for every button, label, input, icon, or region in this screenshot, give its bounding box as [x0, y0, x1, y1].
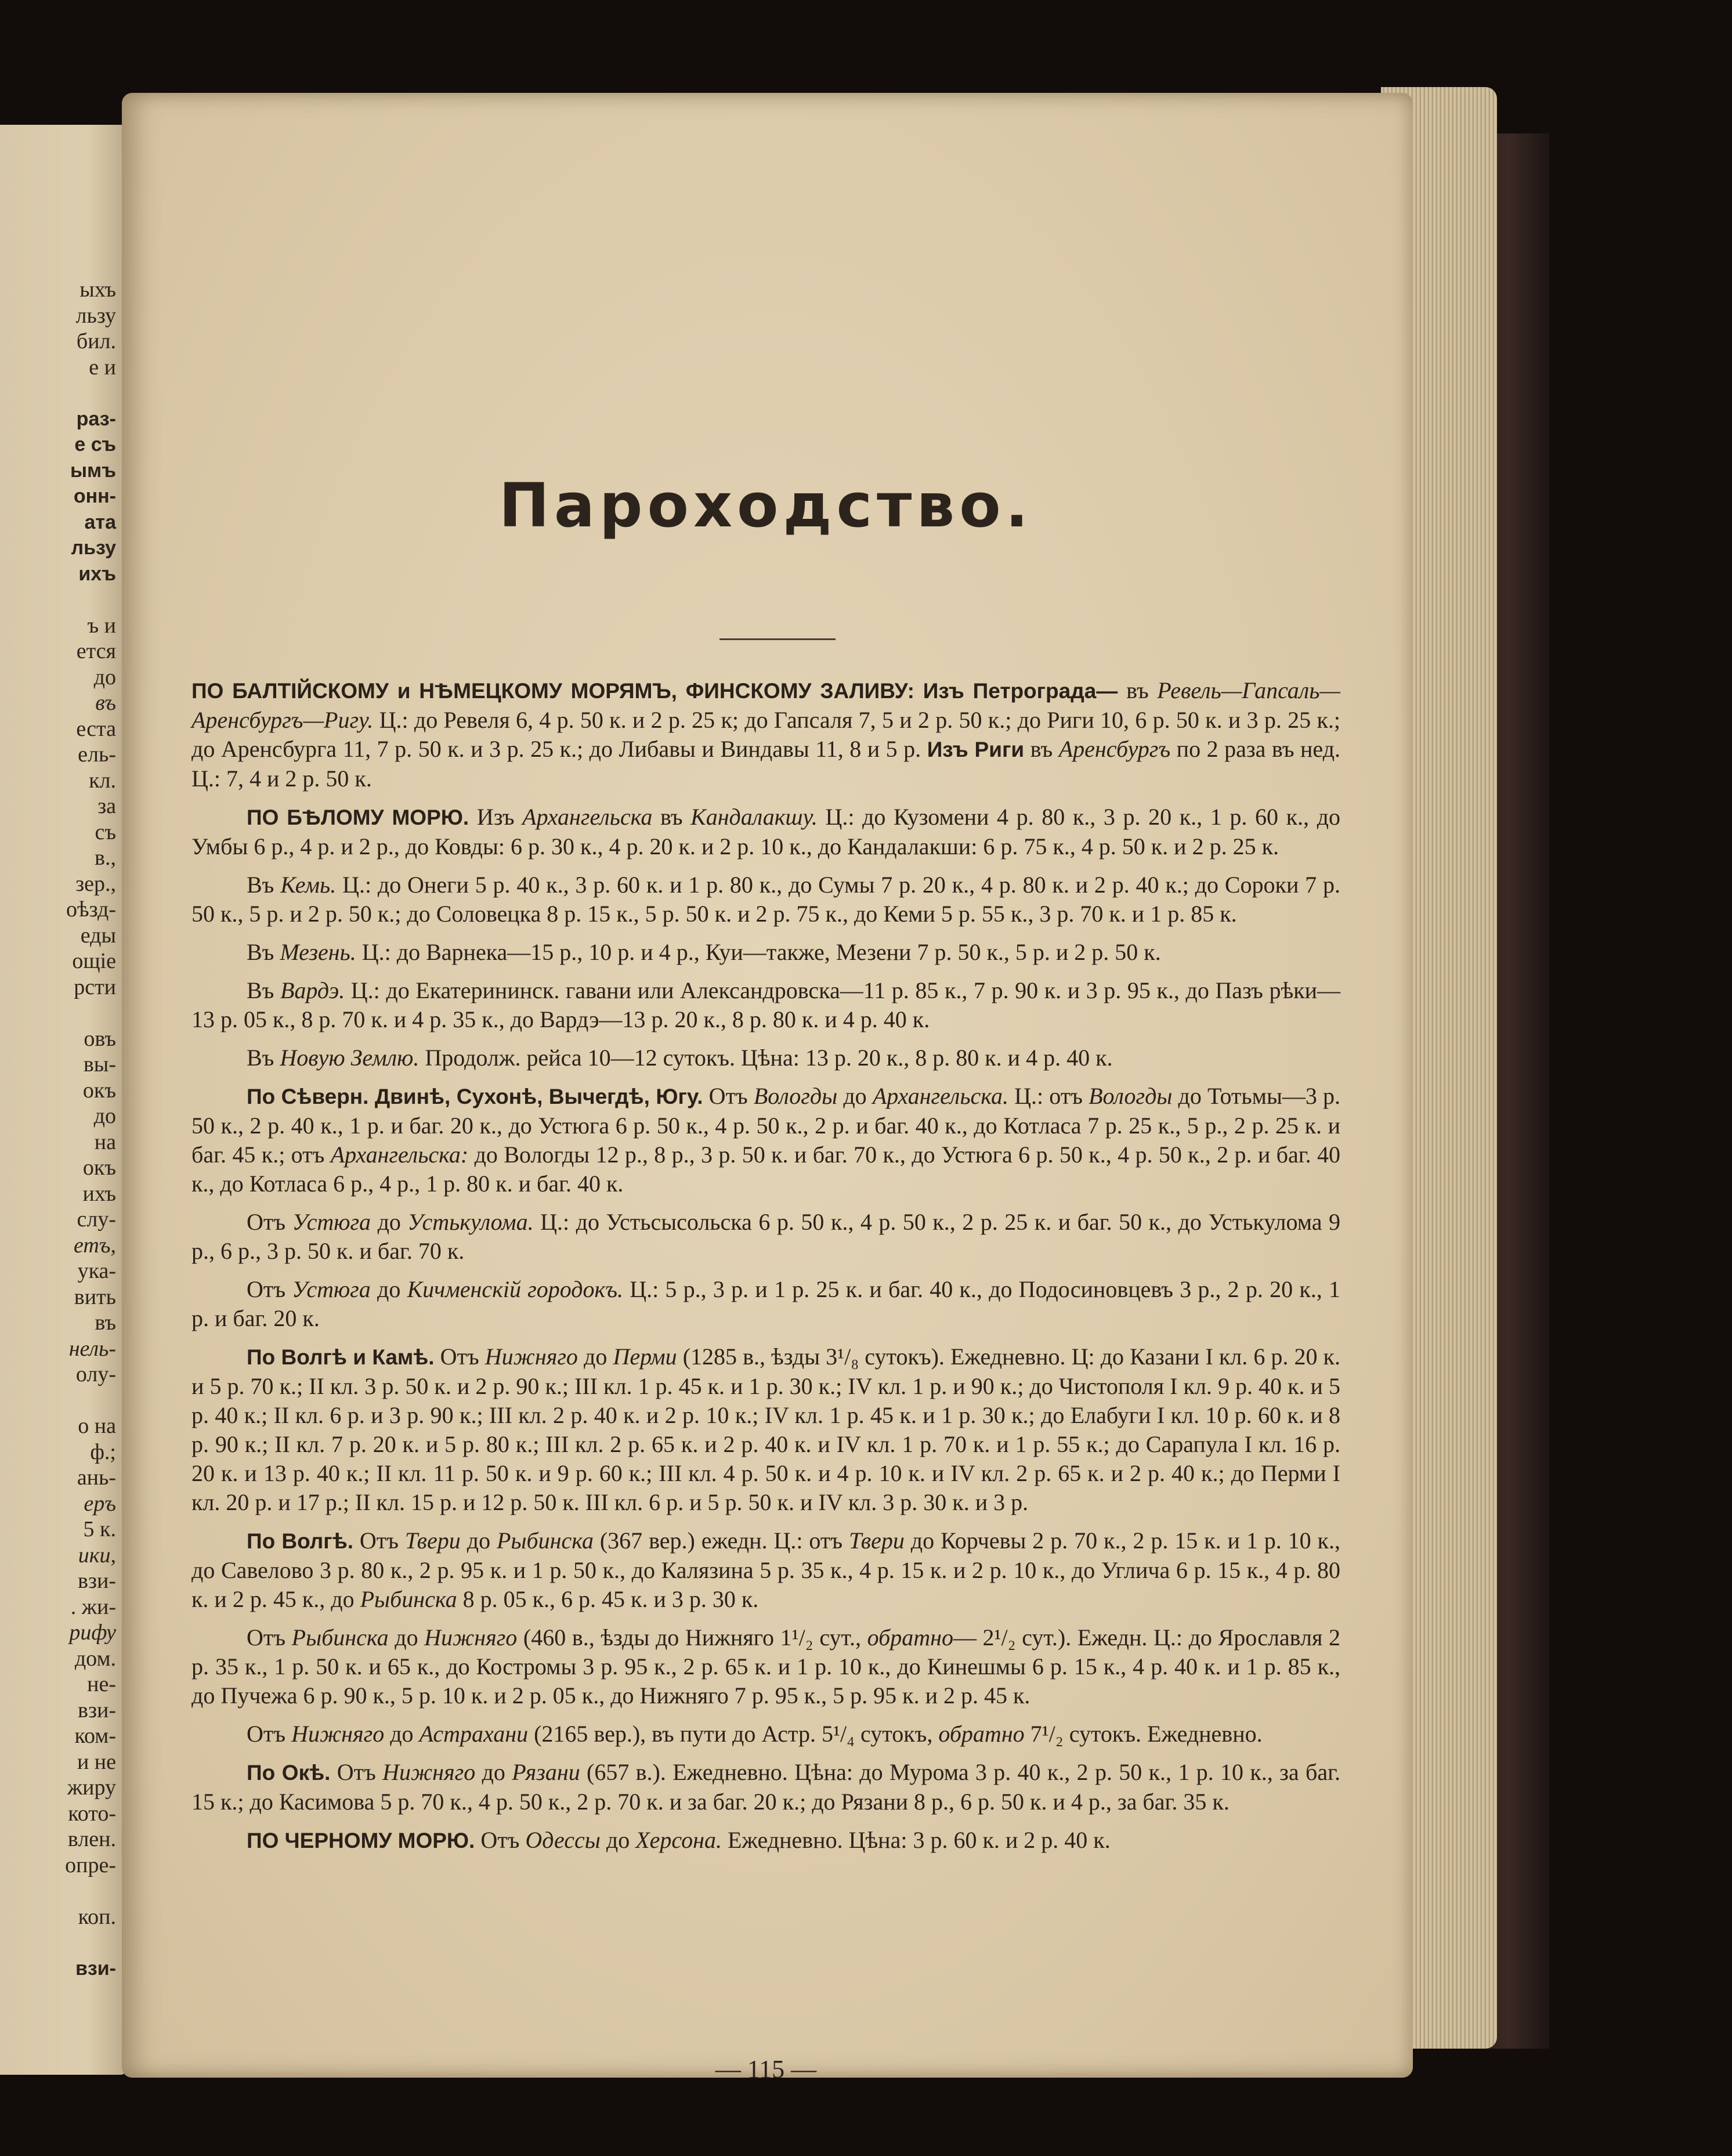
- section-heading-run: ПО ЧЕРНОМУ МОРЮ.: [247, 1829, 475, 1852]
- text-run: Изъ: [469, 804, 523, 830]
- place-name-run: Херсона.: [635, 1827, 722, 1853]
- paragraph: [191, 676, 1340, 793]
- text-run: до Вологды 12 р., 8 р., 3 р. 50 к. и баг. 70 к., до Устюга 6 р. 50 к., 4 р. 50 к., 2 р. и баг. 40 к., до Котласа 6 р., 4 р., 1 р. 80 к. и баг. 40 к.: [191, 1142, 1340, 1197]
- article-body: [191, 676, 1340, 1865]
- left-page-fragment: льзу: [75, 303, 116, 328]
- paragraph: [191, 1043, 1340, 1072]
- place-name-run: Архангельска: [522, 804, 653, 830]
- text-run: (2165 вер.), въ пути до Астр. 5¹/₄ сутокъ,: [528, 1721, 939, 1747]
- left-page-fragment: ф.;: [90, 1439, 116, 1464]
- left-page-fragment: рсти: [74, 974, 116, 999]
- text-run: Ц.: до Кузомени 4 р. 80 к., 3 р. 20 к., 1 р. 60 к., до Умбы 6 р., 4 р. и 2 р., до Ковды: 6 р. 30 к., 4 р. 20 к. и 2 р. 10 к., до Кандалакши: 6 р. 75 к., 4 р. 50 к. и 2 р. 25 к.: [191, 804, 1341, 859]
- section-heading-run: По Волгѣ.: [247, 1529, 353, 1553]
- text-run: до: [577, 1344, 613, 1370]
- page-title: Пароходство.: [498, 470, 1033, 541]
- paragraph: [191, 1342, 1340, 1517]
- place-name-run: Кандалакшу.: [690, 804, 818, 830]
- paragraph: [191, 1623, 1340, 1710]
- left-page-fragment: окъ: [82, 1155, 116, 1180]
- section-heading-run: ПО БАЛТІЙСКОМУ и НѢМЕЦКОМУ МОРЯМЪ, ФИНСКОМУ ЗАЛИВУ: Изъ Петрограда—: [191, 679, 1127, 703]
- text-run: Ц.: до Онеги 5 р. 40 к., 3 р. 60 к. и 1 р. 80 к., до Сумы 7 р. 20 к., 4 р. 80 к. и 2 р. 40 к.; до Сороки 7 р. 50 к., 5 р. и 2 р. 50 к.; до Соловецка 8 р. 15 к., 5 р. 50 к. и 2 р. 75 к., до Кеми 5 р. 55 к., 3 р. 70 к. и 1 р. 85 к.: [191, 872, 1340, 927]
- left-page-fragment: ком-: [74, 1724, 116, 1748]
- text-run: Ц.: до Екатерининск. гавани или Александровска—11 р. 85 к., 7 р. 90 к. и 3 р. 95 к., до Пазъ рѣки—13 р. 05 к., 8 р. 70 к. и 4 р. 35 к., до Вардэ—13 р. 20 к., 8 р. 80 к. и 4 р. 40 к.: [191, 977, 1340, 1032]
- text-run: до: [475, 1759, 512, 1785]
- paragraph: [191, 1720, 1340, 1749]
- place-name-run: Нижняго: [484, 1344, 578, 1370]
- text-run: Въ: [247, 872, 281, 898]
- text-run: (367 вер.) ежедн. Ц.: отъ: [593, 1527, 849, 1554]
- place-name-run: Вардэ.: [280, 977, 345, 1003]
- place-name-run: Перми: [613, 1344, 677, 1370]
- paragraph: [191, 1526, 1340, 1614]
- text-run: (1285 в., ѣзды 3¹/₈ сутокъ). Ежедневно. Ц: до Казани I кл. 6 р. 20 к. и 5 р. 70 к.; II кл. 3 р. 50 к. и 2 р. 90 к.; III кл. 1 р. 45 к. и 1 р. 30 к.; IV кл. 1 р. и 90 к.; до Чистополя I кл. 9 р. 40 к. и 5 р. 40 к.; II кл. 6 р. и 3 р. 90 к.; III кл. 2 р. 40 к. и 2 р. 10 к.; IV кл. 1 р. 45 к. и 1 р. 30 к.; до Елабуги I кл. 10 р. 60 к. и 8 р. 90 к.; II кл. 7 р. 20 к. и 5 р. 80 к.; III кл. 2 р. 65 к. и 2 р. 40 к. и IV кл. 1 р. 70 к. и 1 р. 55 к.; до Сарапула I кл. 16 р. 20 к. и 13 р. 40 к.; II кл. 11 р. 50 к. и 9 р. 60 к.; III кл. 4 р. 50 к. и 4 р. 10 к. и IV кл. 2 р. 65 к. и 2 р. 40 к.; до Перми I кл. 20 р. и 17 р.; II кл. 15 р. и 12 р. 50 к. III кл. 6 р. и 5 р. 50 к. и IV кл. 3 р. 30 к. и 3 р.: [191, 1344, 1340, 1515]
- text-run: (460 в., ѣзды до Нижняго 1¹/₂ сут.,: [517, 1624, 867, 1651]
- title-divider: [719, 638, 836, 640]
- text-run: до: [460, 1527, 497, 1554]
- text-run: Отъ: [434, 1344, 485, 1370]
- place-name-run: Вологды: [1089, 1083, 1173, 1109]
- left-page-fragment: льзу: [71, 537, 116, 559]
- left-page-fragment: коп.: [78, 1904, 116, 1929]
- left-page-fragment: [0, 380, 116, 406]
- text-run: до Тотьмы—3 р. 50 к., 2 р. 40 к., 1 р. и баг. 20 к., до Устюга 6 р. 50 к., 4 р. 50 к., 2 р. и баг. 40 к., до Котласа 7 р. 25 к., 5 р., 2 р. 25 к. и баг. 45 к.; отъ: [191, 1083, 1340, 1168]
- previous-page-text-fragments: [0, 277, 116, 1981]
- left-page-fragment: [0, 587, 116, 613]
- section-heading-run: ПО БѢЛОМУ МОРЮ.: [247, 806, 469, 829]
- place-name-run: обратно: [938, 1721, 1025, 1747]
- text-run: — 2¹/₂ сут.). Ежедн. Ц.: до Ярославля 2 р. 35 к., 1 р. 50 к. и 65 к., до Костромы 3 р. 95 к., 2 р. 65 к. и 1 р. 10 к., до Кинешмы 6 р. 15 к., 4 р. 40 к. и 1 р. 85 к., до Пучежа 6 р. 90 к., 5 р. 10 к. и 2 р. 05 к., до Нижняго 7 р. 95 к., 5 р. 95 к. и 2 р. 45 к.: [191, 1624, 1340, 1709]
- left-page-fragment: зер.,: [75, 871, 116, 896]
- text-run: Ц.: до Варнека—15 р., 10 р. и 4 р., Куи—также, Мезени 7 р. 50 к., 5 р. и 2 р. 50 к.: [356, 939, 1161, 965]
- place-name-run: Рыбинска: [291, 1624, 389, 1651]
- left-page-fragment: в.,: [95, 846, 116, 870]
- text-run: Отъ: [353, 1527, 405, 1554]
- left-page-fragment: взи-: [78, 1569, 116, 1593]
- place-name-run: обратно: [867, 1624, 953, 1651]
- left-page-fragment: ощіе: [72, 949, 116, 973]
- left-page-fragment: ыхъ: [79, 277, 116, 302]
- left-page-fragment: ата: [84, 511, 116, 533]
- place-name-run: Устькулома.: [407, 1209, 534, 1235]
- text-run: Отъ: [330, 1759, 383, 1785]
- text-run: Ц.: отъ: [1008, 1083, 1089, 1109]
- left-page-fragment: взи-: [75, 1957, 116, 1980]
- text-run: до: [837, 1083, 873, 1109]
- place-name-run: Нижняго: [291, 1721, 385, 1747]
- left-page-fragment: еды: [80, 923, 116, 948]
- place-name-run: Устюга: [292, 1209, 371, 1235]
- left-page-fragment: ъ и: [87, 613, 116, 638]
- place-name-run: Рыбинска: [496, 1527, 594, 1554]
- left-page-fragment: [0, 1388, 116, 1414]
- text-run: Отъ: [247, 1721, 292, 1747]
- text-run: Ц.: до Устьсысольска 6 р. 50 к., 4 р. 50 к., 2 р. 25 к. и баг. 50 к., до Устькулома 9 р., 6 р., 3 р. 50 к. и баг. 70 к.: [191, 1209, 1340, 1264]
- text-run: 8 р. 05 к., 6 р. 45 к. и 3 р. 30 к.: [457, 1586, 759, 1612]
- book-page: [122, 93, 1413, 2083]
- left-page-fragment: въ: [95, 1310, 116, 1335]
- place-name-run: Новую Землю.: [280, 1045, 420, 1071]
- section-heading-run: По Волгѣ и Камѣ.: [247, 1345, 435, 1369]
- left-page-fragment: вить: [74, 1284, 116, 1309]
- paragraph: [191, 871, 1340, 929]
- text-run: 7¹/₂ сутокъ. Ежедневно.: [1024, 1721, 1263, 1747]
- section-heading-run: По Сѣверн. Двинѣ, Сухонѣ, Вычегдѣ, Югу.: [247, 1085, 703, 1108]
- text-run: Отъ: [247, 1624, 292, 1651]
- place-name-run: Кичменскій городокъ.: [407, 1276, 623, 1302]
- left-page-fragment: вы-: [83, 1052, 116, 1077]
- left-page-fragment: ихъ: [78, 562, 116, 585]
- left-page-fragment: съ: [95, 819, 116, 844]
- left-page-fragment: онн-: [73, 485, 116, 507]
- left-page-fragment: окъ: [82, 1078, 116, 1103]
- left-page-fragment: кл.: [89, 768, 116, 793]
- place-name-run: Вологды: [753, 1083, 838, 1109]
- text-run: Продолж. рейса 10—12 сутокъ. Цѣна: 13 р. 20 к., 8 р. 80 к. и 4 р. 40 к.: [419, 1045, 1113, 1071]
- left-page-fragment: 5 к.: [83, 1517, 116, 1541]
- left-page-fragment: за: [97, 794, 116, 818]
- left-page-fragment: не-: [87, 1672, 116, 1696]
- place-name-run: Рыбинска: [360, 1586, 457, 1612]
- place-name-run: Нижняго: [424, 1624, 518, 1651]
- text-run: до: [388, 1624, 425, 1651]
- text-run: въ: [652, 804, 691, 830]
- text-run: Ежедневно. Цѣна: 3 р. 60 к. и 2 р. 40 к.: [722, 1827, 1111, 1853]
- left-page-fragment: о на: [78, 1414, 116, 1438]
- left-page-fragment: взи-: [78, 1698, 116, 1722]
- place-name-run: Твери: [404, 1527, 461, 1554]
- text-run: по 2 раза въ нед. Ц.: 7, 4 и 2 р. 50 к.: [191, 736, 1340, 792]
- left-page-fragment: оѣзд-: [66, 897, 116, 922]
- left-page-fragment: нель-: [68, 1336, 116, 1361]
- paragraph: [191, 1208, 1340, 1266]
- place-name-run: Кемь.: [280, 872, 337, 898]
- place-name-run: Устюга: [292, 1276, 371, 1302]
- section-heading-run: Изъ Риги: [927, 738, 1025, 761]
- left-page-fragment: олу-: [75, 1362, 116, 1386]
- left-page-fragment: кото-: [68, 1801, 116, 1826]
- place-name-run: Архангельска.: [872, 1083, 1009, 1109]
- paragraph: [191, 1082, 1340, 1198]
- left-page-fragment: еста: [76, 716, 116, 741]
- text-run: до Корчевы 2 р. 70 к., 2 р. 15 к. и 1 р. 10 к., до Савелово 3 р. 80 к., 2 р. 95 к. и 1 р. 50 к., до Калязина 5 р. 35 к., 4 р. 15 к. и 2 р. 10 к., до Углича 6 р. 15 к., 4 р. 80 к. и 2 р. 45 к., до: [191, 1527, 1340, 1612]
- left-page-fragment: . жи-: [70, 1594, 116, 1619]
- paragraph: [191, 1758, 1340, 1816]
- left-page-fragment: ель-: [78, 742, 116, 767]
- left-page-fragment: жиру: [67, 1775, 116, 1800]
- page-number: — 115 —: [715, 2055, 817, 2083]
- left-page-fragment: [0, 1930, 116, 1956]
- text-run: Въ: [247, 977, 280, 1003]
- left-page-fragment: ики,: [78, 1543, 116, 1568]
- left-page-fragment: влен.: [67, 1827, 116, 1851]
- left-page-fragment: на: [94, 1129, 116, 1154]
- left-page-fragment: въ: [95, 691, 116, 715]
- text-run: Въ: [247, 939, 280, 965]
- previous-page-edge: [0, 125, 126, 2075]
- left-page-fragment: и не: [77, 1749, 116, 1774]
- left-page-fragment: ань-: [77, 1465, 116, 1490]
- left-page-fragment: е и: [89, 355, 116, 380]
- text-run: Отъ: [703, 1083, 754, 1109]
- text-run: до: [370, 1276, 407, 1302]
- left-page-fragment: раз-: [76, 407, 116, 430]
- left-page-fragment: еръ: [84, 1491, 116, 1516]
- text-run: до: [384, 1721, 420, 1747]
- left-page-fragment: [0, 1000, 116, 1026]
- place-name-run: Архангельска:: [330, 1142, 469, 1168]
- place-name-run: Рязани: [512, 1759, 580, 1785]
- left-page-fragment: овъ: [84, 1026, 116, 1051]
- left-page-fragment: е съ: [74, 434, 116, 456]
- left-page-fragment: дом.: [74, 1646, 116, 1671]
- place-name-run: Аренсбургъ: [1058, 736, 1171, 762]
- left-page-fragment: [0, 1878, 116, 1904]
- text-run: Отъ: [247, 1276, 292, 1302]
- left-page-fragment: ымъ: [70, 459, 116, 482]
- place-name-run: Ревель—Гапсаль—Аренсбургъ—Ригу.: [191, 677, 1340, 733]
- left-page-fragment: ихъ: [82, 1181, 116, 1206]
- left-page-fragment: слу-: [77, 1207, 116, 1232]
- text-run: Отъ: [247, 1209, 292, 1235]
- left-page-fragment: бил.: [76, 329, 116, 353]
- left-page-fragment: до: [93, 1104, 116, 1128]
- text-run: въ: [1126, 677, 1158, 703]
- text-run: до: [371, 1209, 408, 1235]
- text-run: Отъ: [475, 1827, 526, 1853]
- text-run: Ц.: до Ревеля 6, 4 р. 50 к. и 2 р. 25 к; до Гапсаля 7, 5 и 2 р. 50 к.; до Риги 10, 6 р. 50 к. и 3 р. 25 к.; до Аренсбурга 11, 7 р. 50 к. и 3 р. 25 к.; до Либавы и Виндавы 11, 8 и 5 р.: [191, 707, 1340, 762]
- text-run: (657 в.). Ежедневно. Цѣна: до Мурома 3 р. 40 к., 2 р. 50 к., 1 р. 10 к., за баг. 15 к.; до Касимова 5 р. 70 к., 4 р. 50 к., 2 р. 70 к. и за баг. 20 к.; до Рязани 8 р., 6 р. 50 к. и 4 р., за баг. 35 к.: [191, 1759, 1340, 1815]
- text-run: Въ: [247, 1045, 280, 1071]
- left-page-fragment: ука-: [77, 1259, 116, 1283]
- paragraph: [191, 976, 1340, 1034]
- paragraph: [191, 803, 1340, 861]
- text-run: до: [600, 1827, 636, 1853]
- text-run: въ: [1024, 736, 1059, 762]
- text-run: Ц.: 5 р., 3 р. и 1 р. 25 к. и баг. 40 к., до Подосиновцевъ 3 р., 2 р. 20 к., 1 р. и баг. 20 к.: [191, 1276, 1340, 1331]
- left-page-fragment: ется: [76, 639, 116, 663]
- left-page-fragment: рифу: [69, 1620, 116, 1645]
- left-page-fragment: опре-: [65, 1852, 116, 1877]
- left-page-fragment: етъ,: [73, 1233, 116, 1258]
- paragraph: [191, 1826, 1340, 1855]
- place-name-run: Нижняго: [382, 1759, 476, 1785]
- paragraph: [191, 1275, 1340, 1333]
- place-name-run: Одессы: [525, 1827, 601, 1853]
- place-name-run: Твери: [848, 1527, 905, 1554]
- place-name-run: Астрахани: [419, 1721, 529, 1747]
- paragraph: [191, 938, 1340, 967]
- section-heading-run: По Окѣ.: [247, 1761, 331, 1785]
- left-page-fragment: до: [93, 665, 116, 689]
- place-name-run: Мезень.: [280, 939, 356, 965]
